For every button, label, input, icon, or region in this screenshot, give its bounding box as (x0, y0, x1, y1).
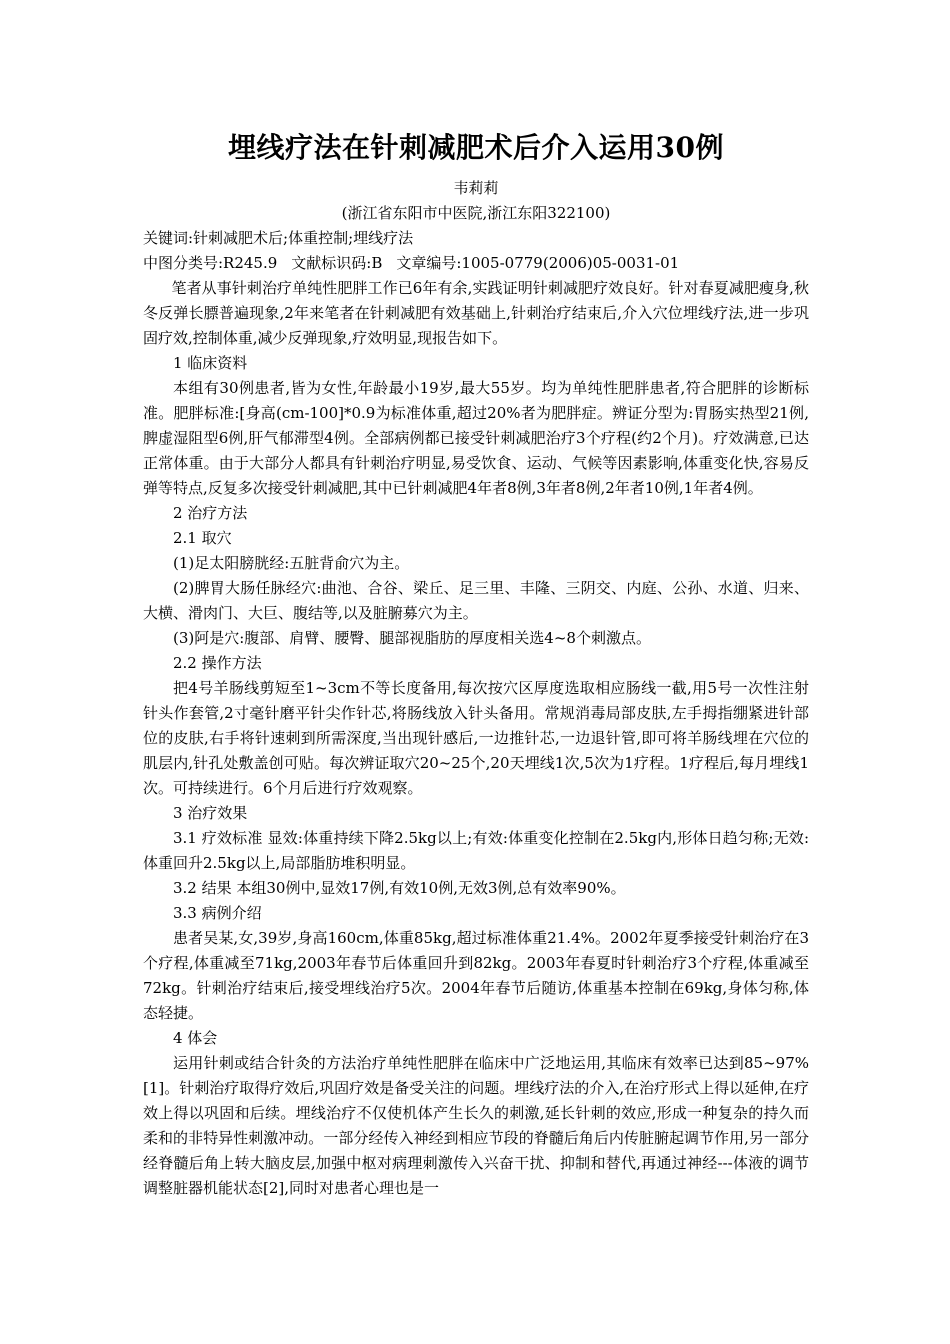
paragraph-acupoints-1: (1)足太阳膀胱经:五脏背俞穴为主。 (173, 554, 410, 572)
paragraph-discussion: 运用针刺或结合针灸的方法治疗单纯性肥胖在临床中广泛地运用,其临床有效率已达到85~97%[1]。针刺治疗取得疗效后,巩固疗效是备受关注的问题。埋线疗法的介入,在治疗形式上得以延伸,在疗效上得以巩固和后续。埋线治疗不仅使机体产生长久的刺激,延长针刺的效应,形成一种复杂的持久而柔和的非特异性刺激冲动。一部分经传入神经到相应节段的脊髓后角后内传脏腑起调节作用,另一部分经脊髓后角上转大脑皮层,加强中枢对病理刺激传入兴奋干扰、抑制和替代,再通过神经---体液的调节调整脏器机能状态[2],同时对患者心理也是一 (143, 1054, 809, 1197)
paragraph-clinical-data: 本组有30例患者,皆为女性,年龄最小19岁,最大55岁。均为单纯性肥胖患者,符合肥胖的诊断标准。肥胖标准:[身高(cm-100]*0.9为标准体重,超过20%者为肥胖症。辨证分型为:胃肠实热型21例,脾虚湿阻型6例,肝气郁滞型4例。全部病例都已接受针刺减肥治疗3个疗程(约2个月)。疗效满意,已达正常体重。由于大部分人都具有针刺治疗明显,易受饮食、运动、气候等因素影响,体重变化快,容易反弹等特点,反复多次接受针刺减肥,其中已针刺减肥4年者8例,3年者8例,2年者10例,1年者4例。 (143, 379, 809, 497)
subsection-heading-procedure: 2.2 操作方法 (173, 654, 262, 672)
section-heading-discussion: 4 体会 (173, 1029, 218, 1047)
document-code: 文献标识码:B (291, 254, 383, 272)
paragraph-acupoints-3: (3)阿是穴:腹部、肩臂、腰臀、腿部视脂肪的厚度相关选4~8个刺激点。 (173, 629, 651, 647)
article-number: 文章编号:1005-0779(2006)05-0031-01 (396, 254, 680, 272)
author-name: 韦莉莉 (453, 179, 499, 197)
paragraph-acupoints-2: (2)脾胃大肠任脉经穴:曲池、合谷、梁丘、足三里、丰隆、三阴交、内庭、公孙、水道、归来、大横、滑肉门、大巨、腹结等,以及脏腑募穴为主。 (143, 579, 809, 622)
article-title: 埋线疗法在针刺减肥术后介入运用30例 (228, 131, 724, 164)
intro-paragraph: 笔者从事针刺治疗单纯性肥胖工作已6年有余,实践证明针刺减肥疗效良好。针对春夏减肥瘦身,秋冬反弹长膘普遍现象,2年来笔者在针刺减肥有效基础上,针刺治疗结束后,介入穴位埋线疗法,进一步巩固疗效,控制体重,减少反弹现象,疗效明显,现报告如下。 (143, 279, 809, 347)
paragraph-case: 患者吴某,女,39岁,身高160cm,体重85kg,超过标准体重21.4%。2002年夏季接受针刺治疗在3个疗程,体重减至71kg,2003年春节后体重回升到82kg。2003年春夏时针刺治疗3个疗程,体重减至72kg。针刺治疗结束后,接受埋线治疗5次。2004年春节后随访,体重基本控制在69kg,身体匀称,体态轻捷。 (143, 929, 809, 1022)
classification-line (143, 251, 809, 276)
paragraph-procedure: 把4号羊肠线剪短至1~3cm不等长度备用,每次按穴区厚度选取相应肠线一截,用5号一次性注射针头作套管,2寸毫针磨平针尖作针芯,将肠线放入针头备用。常规消毒局部皮肤,左手拇指绷紧进针部位的皮肤,右手将针速刺到所需深度,当出现针感后,一边推针芯,一边退针管,即可将羊肠线埋在穴位的肌层内,针孔处敷盖创可贴。每次辨证取穴20~25个,20天埋线1次,5次为1疗程。1疗程后,每月埋线1次。可持续进行。6个月后进行疗效观察。 (143, 679, 809, 797)
keywords-line: 关键词:针刺减肥术后;体重控制;埋线疗法 (143, 229, 414, 247)
section-heading-clinical-data: 1 临床资料 (173, 354, 248, 372)
section-heading-treatment: 2 治疗方法 (173, 504, 248, 522)
subsection-heading-acupoints: 2.1 取穴 (173, 529, 232, 547)
paragraph-efficacy-criteria: 3.1 疗效标准 显效:体重持续下降2.5kg以上;有效:体重变化控制在2.5kg内,形体日趋匀称;无效:体重回升2.5kg以上,局部脂肪堆积明显。 (143, 829, 809, 872)
article (143, 128, 809, 1201)
subsection-heading-case: 3.3 病例介绍 (173, 904, 262, 922)
paragraph-results: 3.2 结果 本组30例中,显效17例,有效10例,无效3例,总有效率90%。 (173, 879, 626, 897)
section-heading-results: 3 治疗效果 (173, 804, 248, 822)
author-affiliation: (浙江省东阳市中医院,浙江东阳322100) (341, 204, 611, 222)
clc-number: 中图分类号:R245.9 (143, 254, 278, 272)
